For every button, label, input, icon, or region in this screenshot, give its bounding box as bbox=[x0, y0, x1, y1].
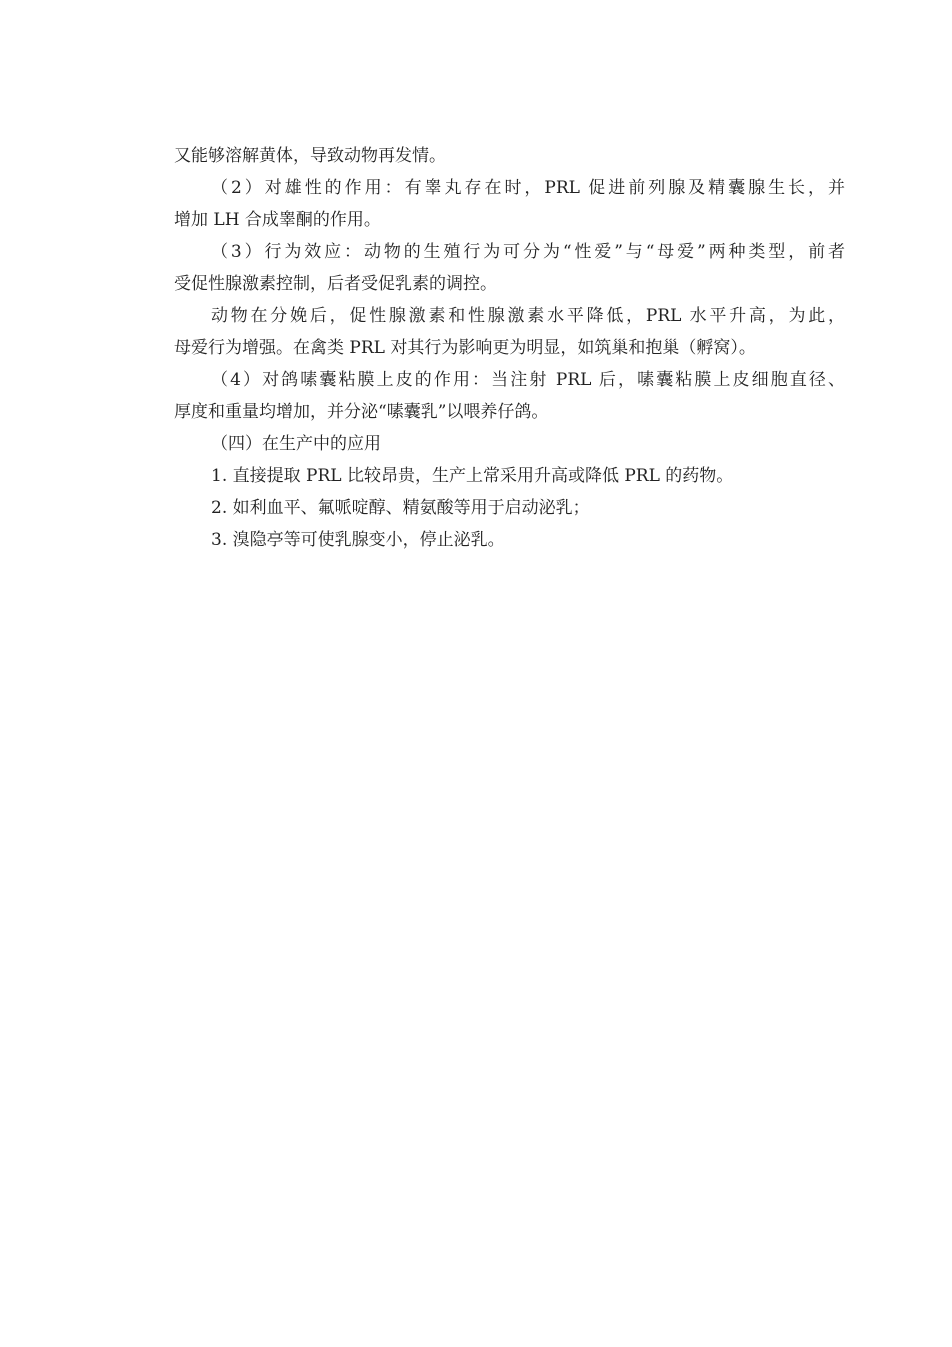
list-item: 1. 直接提取 PRL 比较昂贵，生产上常采用升高或降低 PRL 的药物。 bbox=[211, 466, 734, 486]
section-heading: （四）在生产中的应用 bbox=[211, 434, 381, 454]
text-line: 母爱行为增强。在禽类 PRL 对其行为影响更为明显，如筑巢和抱巢（孵窝）。 bbox=[174, 338, 756, 358]
text-line: （3）行为效应：动物的生殖行为可分为“性爱”与“母爱”两种类型，前者 bbox=[211, 242, 845, 262]
list-item: 2. 如利血平、氟哌啶醇、精氨酸等用于启动泌乳； bbox=[211, 498, 590, 518]
text-line: 增加 LH 合成睾酮的作用。 bbox=[174, 210, 381, 230]
document-body bbox=[174, 140, 845, 556]
text-line: 又能够溶解黄体，导致动物再发情。 bbox=[174, 146, 446, 166]
text-line: （2）对雄性的作用：有睾丸存在时，PRL 促进前列腺及精囊腺生长，并 bbox=[211, 178, 845, 198]
text-line: 动物在分娩后，促性腺激素和性腺激素水平降低，PRL 水平升高，为此， bbox=[211, 306, 845, 326]
text-line: （4）对鸽嗉囊粘膜上皮的作用：当注射 PRL 后，嗉囊粘膜上皮细胞直径、 bbox=[211, 370, 845, 390]
text-line: 受促性腺激素控制，后者受促乳素的调控。 bbox=[174, 274, 497, 294]
text-line: 厚度和重量均增加，并分泌“嗉囊乳”以喂养仔鸽。 bbox=[174, 402, 549, 422]
list-item: 3. 溴隐亭等可使乳腺变小，停止泌乳。 bbox=[211, 530, 505, 550]
